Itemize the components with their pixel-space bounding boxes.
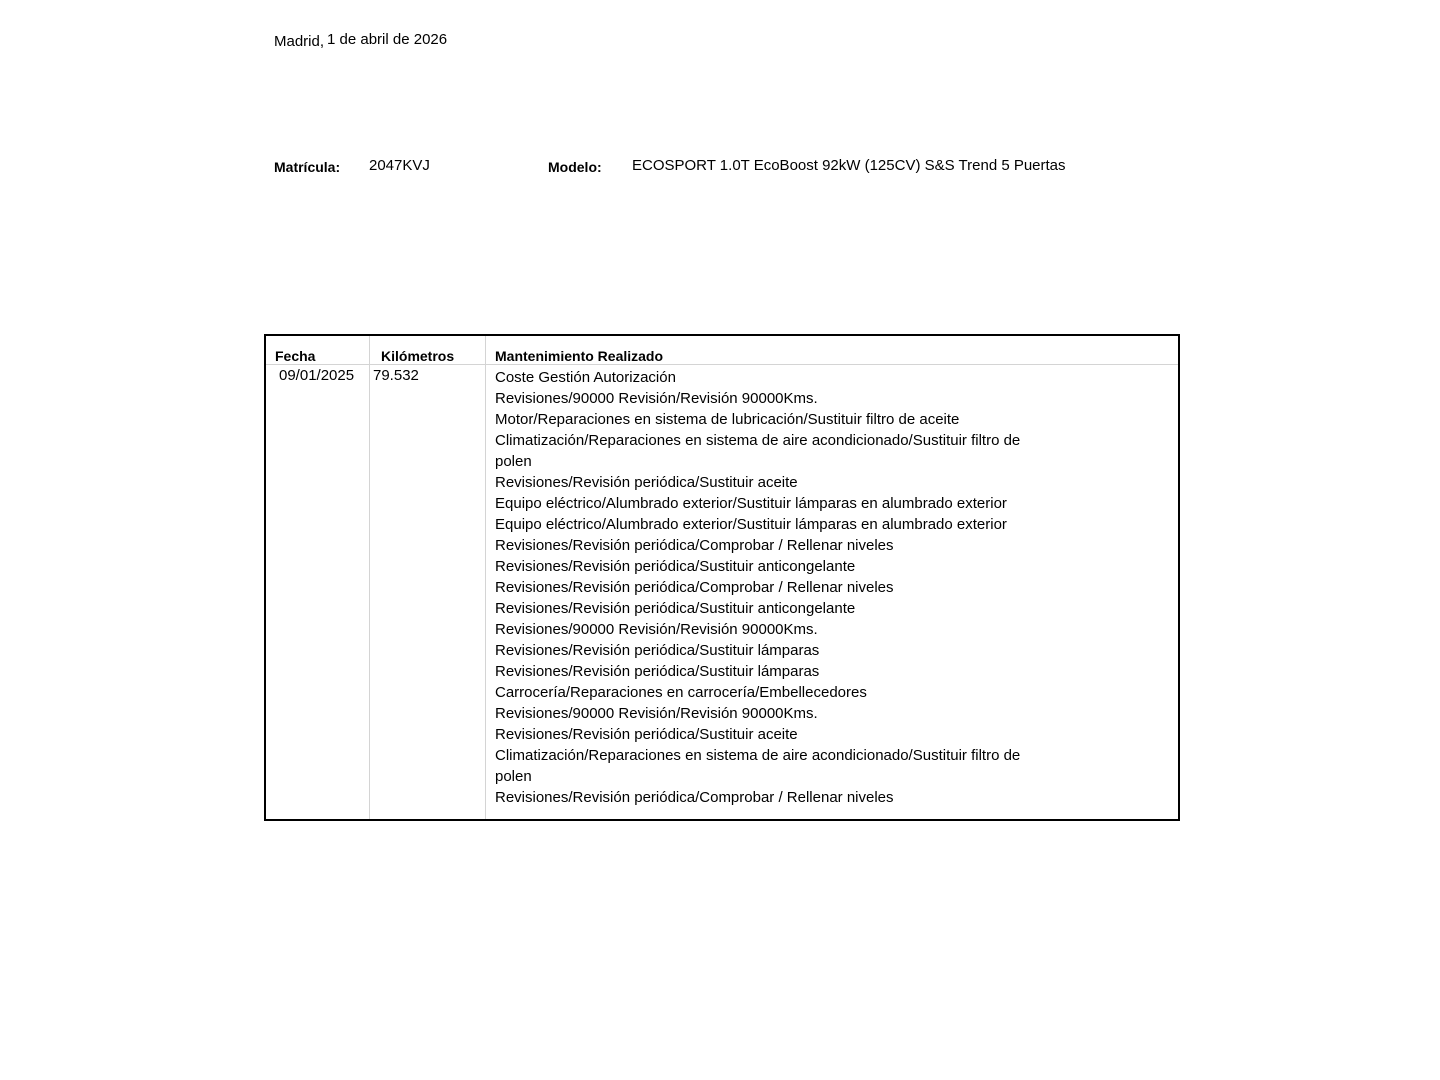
document-date: 1 de abril de 2026 [327, 31, 448, 48]
modelo-label: Modelo: [548, 159, 602, 175]
maintenance-item: Revisiones/Revisión periódica/Sustituir anticongelante [495, 558, 856, 575]
maintenance-item: Revisiones/Revisión periódica/Sustituir aceite [495, 474, 798, 491]
city-label: Madrid, [274, 33, 325, 50]
maintenance-item: Coste Gestión Autorización [495, 369, 676, 386]
column-header-kilometros: Kilómetros [381, 348, 455, 364]
column-divider [485, 336, 486, 819]
maintenance-item: Revisiones/90000 Revisión/Revisión 90000Kms. [495, 705, 818, 722]
maintenance-item: Revisiones/Revisión periódica/Comprobar / Rellenar niveles [495, 579, 894, 596]
header-divider [266, 364, 1178, 365]
matricula-value: 2047KVJ [369, 157, 430, 174]
maintenance-item: Climatización/Reparaciones en sistema de aire acondicionado/Sustituir filtro de polen [495, 747, 1021, 785]
maintenance-item: Revisiones/Revisión periódica/Comprobar / Rellenar niveles [495, 789, 894, 806]
column-header-fecha: Fecha [275, 348, 316, 364]
maintenance-item: Equipo eléctrico/Alumbrado exterior/Sustituir lámparas en alumbrado exterior [495, 495, 1007, 512]
maintenance-item: Revisiones/Revisión periódica/Sustituir lámparas [495, 663, 820, 680]
maintenance-table [264, 334, 1180, 821]
matricula-label: Matrícula: [274, 159, 341, 175]
modelo-value: ECOSPORT 1.0T EcoBoost 92kW (125CV) S&S Trend 5 Puertas [632, 157, 1066, 174]
maintenance-item: Carrocería/Reparaciones en carrocería/Embellecedores [495, 684, 867, 701]
maintenance-item: Revisiones/Revisión periódica/Sustituir aceite [495, 726, 798, 743]
column-divider [369, 336, 370, 819]
maintenance-item: Revisiones/Revisión periódica/Sustituir lámparas [495, 642, 820, 659]
maintenance-item: Revisiones/90000 Revisión/Revisión 90000Kms. [495, 621, 818, 638]
row-fecha: 09/01/2025 [279, 367, 355, 384]
maintenance-items-list [495, 367, 1055, 808]
row-kilometros: 79.532 [373, 367, 419, 384]
maintenance-item: Motor/Reparaciones en sistema de lubricación/Sustituir filtro de aceite [495, 411, 960, 428]
column-header-mantenimiento: Mantenimiento Realizado [495, 348, 664, 364]
maintenance-item: Revisiones/Revisión periódica/Comprobar / Rellenar niveles [495, 537, 894, 554]
maintenance-item: Equipo eléctrico/Alumbrado exterior/Sustituir lámparas en alumbrado exterior [495, 516, 1007, 533]
maintenance-item: Climatización/Reparaciones en sistema de aire acondicionado/Sustituir filtro de polen [495, 432, 1021, 470]
maintenance-item: Revisiones/Revisión periódica/Sustituir anticongelante [495, 600, 856, 617]
maintenance-item: Revisiones/90000 Revisión/Revisión 90000Kms. [495, 390, 818, 407]
